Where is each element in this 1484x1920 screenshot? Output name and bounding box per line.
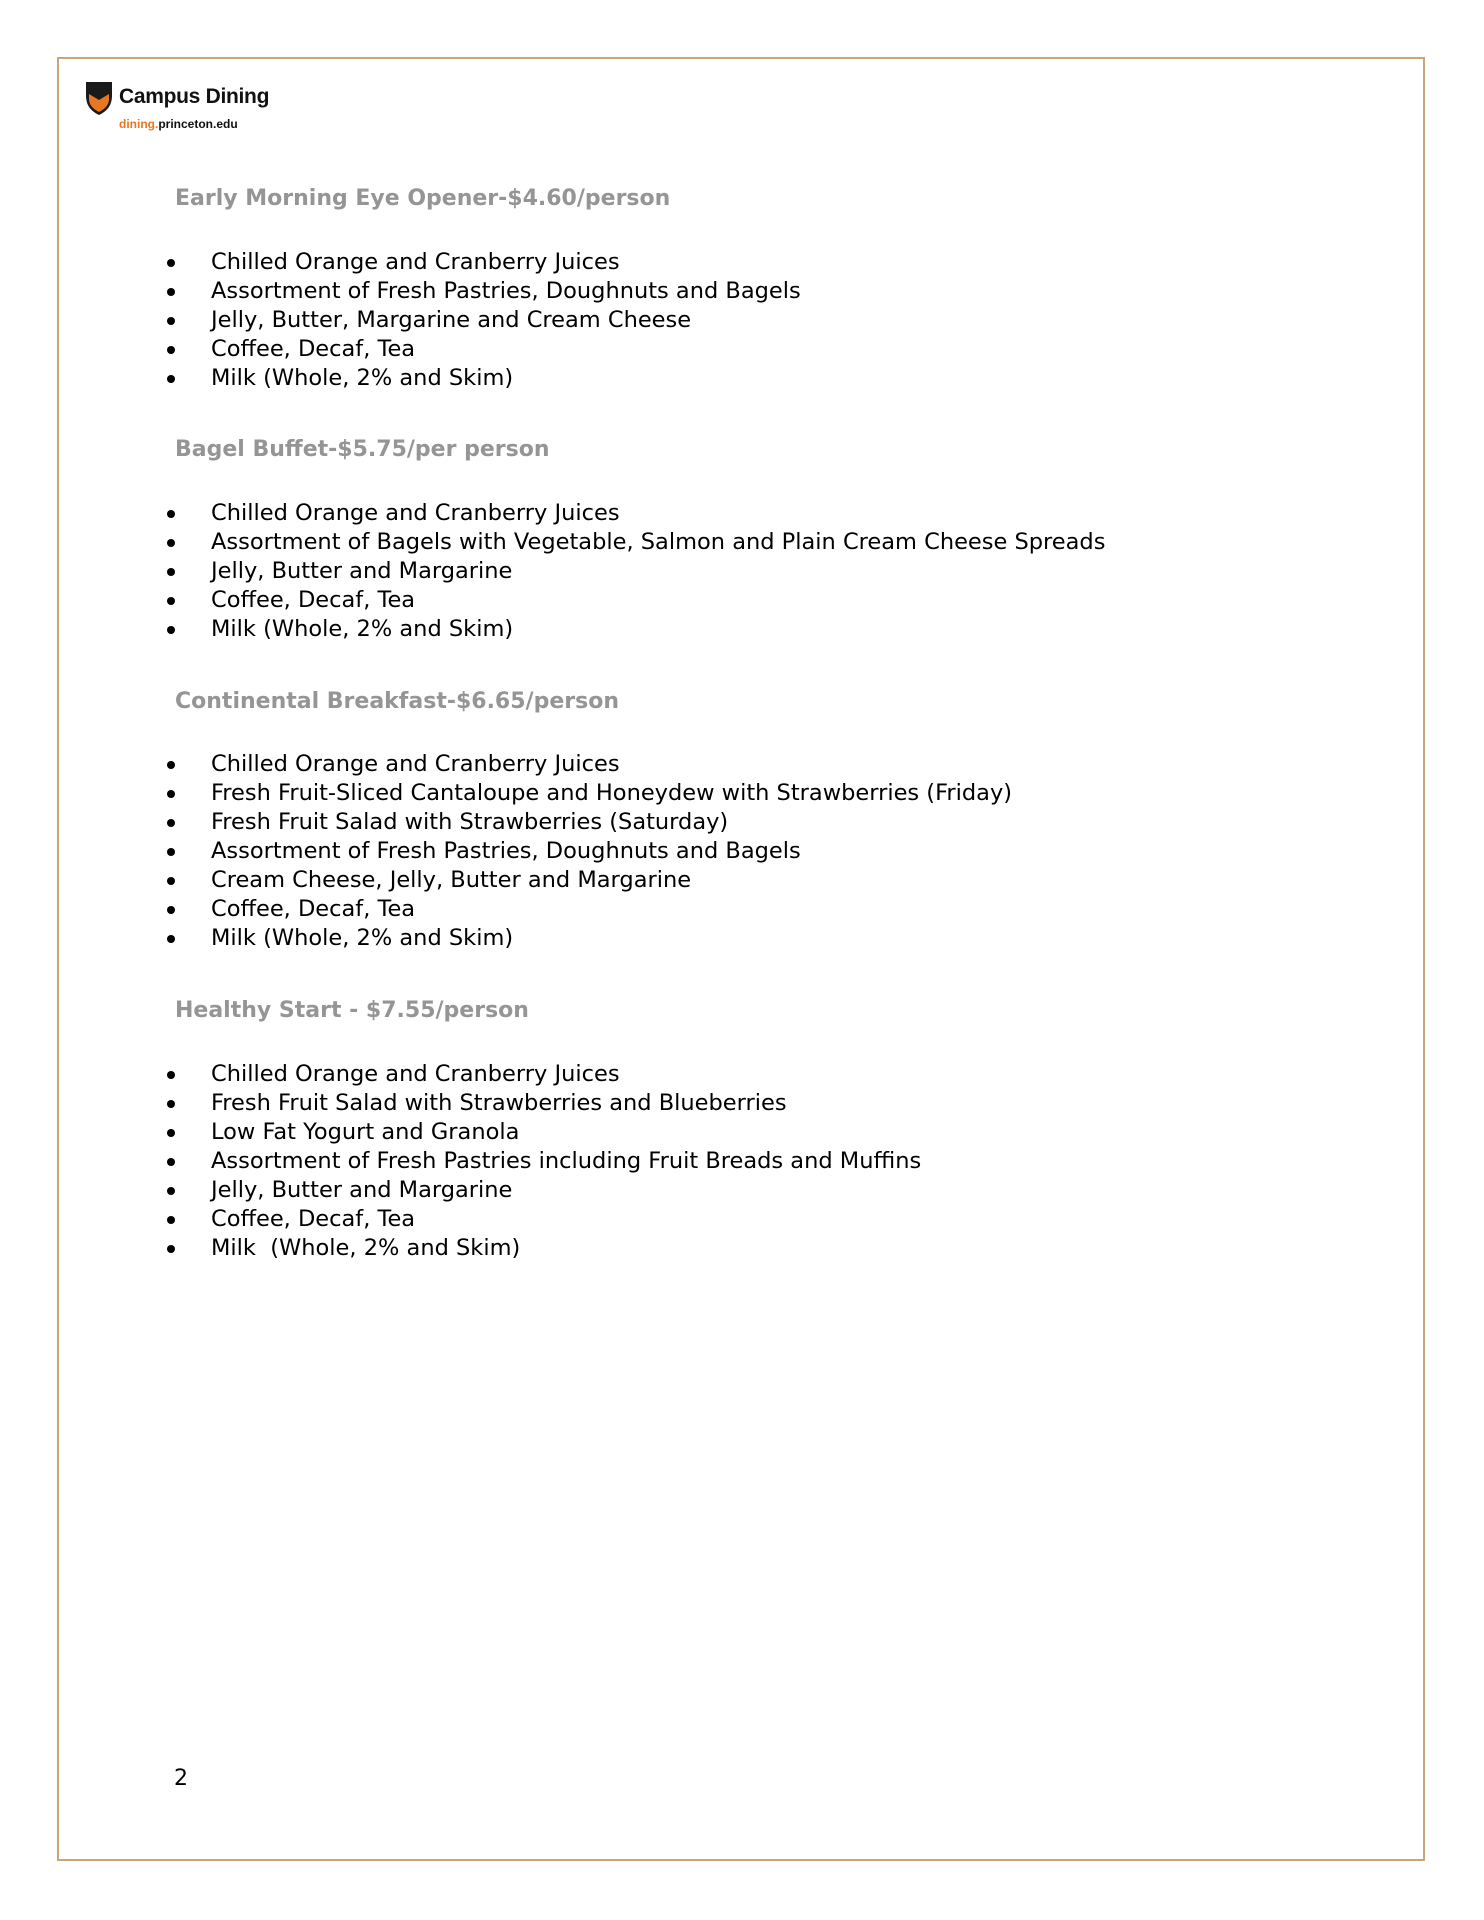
logo-url-accent: dining. bbox=[119, 117, 159, 131]
bullet-icon bbox=[167, 877, 175, 885]
list-item-text: Milk (Whole, 2% and Skim) bbox=[211, 1235, 521, 1261]
bullet-icon bbox=[167, 1129, 175, 1137]
page-number: 2 bbox=[174, 1766, 188, 1791]
bullet-icon bbox=[167, 597, 175, 605]
list-item-text: Coffee, Decaf, Tea bbox=[211, 336, 416, 362]
bullet-icon bbox=[167, 1158, 175, 1166]
list-item-text: Milk (Whole, 2% and Skim) bbox=[211, 925, 514, 951]
bullet-icon bbox=[167, 935, 175, 943]
bullet-icon bbox=[167, 906, 175, 914]
bullet-icon bbox=[167, 568, 175, 576]
bullet-icon bbox=[167, 1100, 175, 1108]
list-item-text: Fresh Fruit Salad with Strawberries (Saturday) bbox=[211, 809, 729, 835]
list-item-text: Chilled Orange and Cranberry Juices bbox=[211, 500, 620, 526]
list-item-text: Jelly, Butter and Margarine bbox=[211, 558, 513, 584]
bullet-icon bbox=[167, 848, 175, 856]
list-item-text: Jelly, Butter and Margarine bbox=[211, 1177, 513, 1203]
bullet-icon bbox=[167, 1187, 175, 1195]
campus-dining-logo bbox=[84, 78, 324, 138]
bullet-icon bbox=[167, 761, 175, 769]
list-item-text: Assortment of Fresh Pastries, Doughnuts and Bagels bbox=[211, 838, 801, 864]
bullet-icon bbox=[167, 790, 175, 798]
list-item-text: Milk (Whole, 2% and Skim) bbox=[211, 365, 514, 391]
bullet-icon bbox=[167, 539, 175, 547]
list-item-text: Cream Cheese, Jelly, Butter and Margarine bbox=[211, 867, 692, 893]
bullet-icon bbox=[167, 346, 175, 354]
list-item-text: Assortment of Bagels with Vegetable, Salmon and Plain Cream Cheese Spreads bbox=[211, 529, 1106, 555]
bullet-icon bbox=[167, 1245, 175, 1253]
logo-url bbox=[119, 117, 238, 131]
list-item-text: Coffee, Decaf, Tea bbox=[211, 587, 416, 613]
logo-url-domain: princeton.edu bbox=[158, 117, 238, 131]
bullet-icon bbox=[167, 317, 175, 325]
list-item-text: Assortment of Fresh Pastries including Fruit Breads and Muffins bbox=[211, 1148, 922, 1174]
list-item-text: Milk (Whole, 2% and Skim) bbox=[211, 616, 514, 642]
bullet-icon bbox=[167, 819, 175, 827]
section-heading: Bagel Buffet-$5.75/per person bbox=[175, 437, 550, 462]
bullet-icon bbox=[167, 510, 175, 518]
list-item-text: Fresh Fruit-Sliced Cantaloupe and Honeydew with Strawberries (Friday) bbox=[211, 780, 1013, 806]
bullet-icon bbox=[167, 1071, 175, 1079]
list-item-text: Chilled Orange and Cranberry Juices bbox=[211, 751, 620, 777]
bullet-icon bbox=[167, 375, 175, 383]
section-heading: Continental Breakfast-$6.65/person bbox=[175, 689, 619, 714]
bullet-icon bbox=[167, 288, 175, 296]
bullet-icon bbox=[167, 1216, 175, 1224]
section-heading: Healthy Start - $7.55/person bbox=[175, 998, 529, 1023]
list-item-text: Coffee, Decaf, Tea bbox=[211, 896, 416, 922]
list-item-text: Chilled Orange and Cranberry Juices bbox=[211, 1061, 620, 1087]
shield-icon bbox=[84, 80, 114, 116]
list-item-text: Jelly, Butter, Margarine and Cream Cheese bbox=[211, 307, 692, 333]
logo-brand-name: Campus Dining bbox=[119, 85, 270, 108]
list-item-text: Chilled Orange and Cranberry Juices bbox=[211, 249, 620, 275]
list-item-text: Fresh Fruit Salad with Strawberries and Blueberries bbox=[211, 1090, 787, 1116]
list-item-text: Coffee, Decaf, Tea bbox=[211, 1206, 416, 1232]
bullet-icon bbox=[167, 626, 175, 634]
section-heading: Early Morning Eye Opener-$4.60/person bbox=[175, 186, 671, 211]
bullet-icon bbox=[167, 259, 175, 267]
list-item-text: Assortment of Fresh Pastries, Doughnuts and Bagels bbox=[211, 278, 801, 304]
list-item-text: Low Fat Yogurt and Granola bbox=[211, 1119, 520, 1145]
